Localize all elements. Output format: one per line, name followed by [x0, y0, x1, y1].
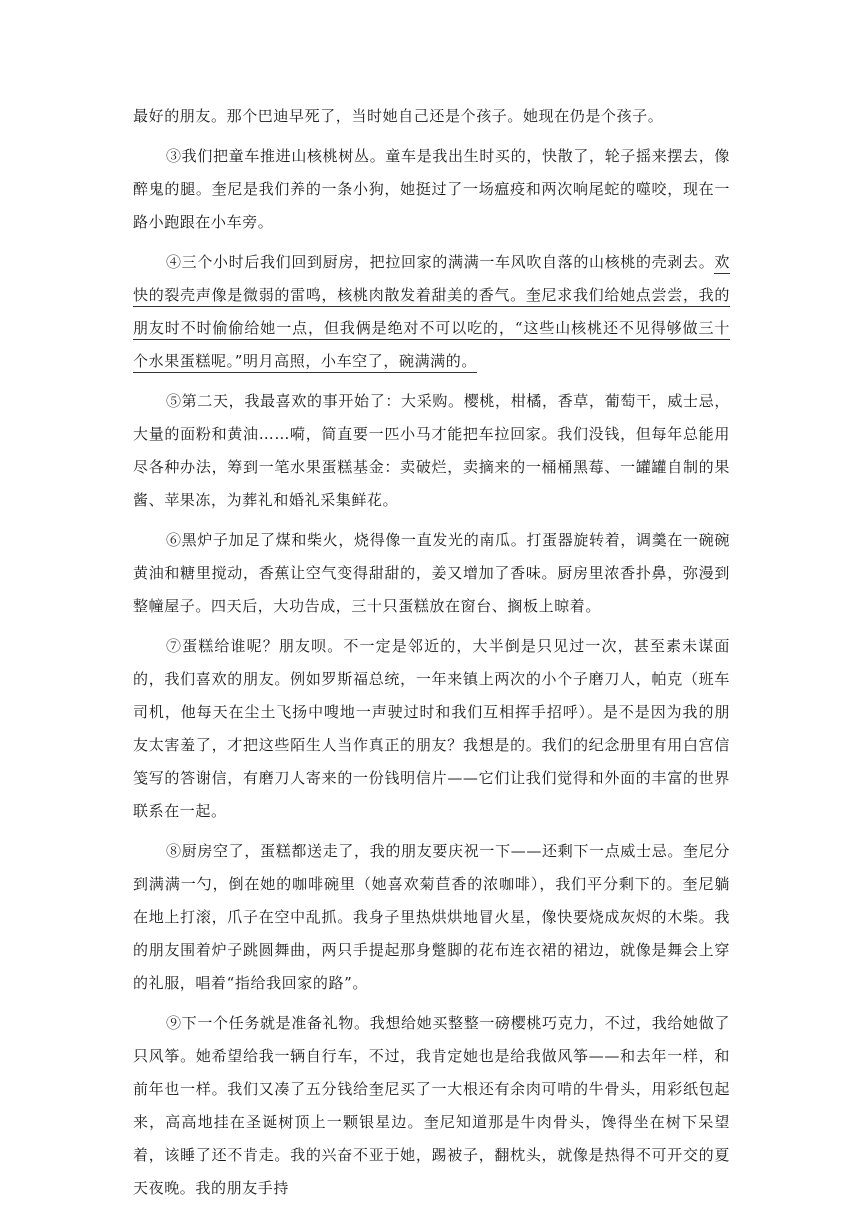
paragraph-7: ⑦蛋糕给谁呢？朋友呗。不一定是邻近的，大半倒是只见过一次，甚至素未谋面的，我们喜欢的朋友。例如罗斯福总统，一年来镇上两次的小个子磨刀人，帕克（班车司机，他每天在尘土飞扬中嗖地一声驶过时和我们互相挥手招呼）。是不是因为我的朋友太害羞了，才把这些陌生人当作真正的朋友？我想是的。我们的纪念册里有用白宫信笺写的答谢信，有磨刀人寄来的一份钱明信片——它们让我们觉得和外面的丰富的世界联系在一起。	[133, 637, 730, 820]
paragraph-9: ⑨下一个任务就是准备礼物。我想给她买整整一磅樱桃巧克力，不过，我给她做了只风筝。她希望给我一辆自行车，不过，我肯定她也是给我做风筝——和去年一样，和前年也一样。我们又凑了五分钱给奎尼买了一大根还有余肉可啃的牛骨头，用彩纸包起来，高高地挂在圣诞树顶上一颗银星边。奎尼知道那是牛肉骨头，馋得坐在树下呆望着，该睡了还不肯走。我的兴奋不亚于她，踢被子，翻枕头，就像是热得不可开交的夏天夜晚。我的朋友手持	[133, 1014, 730, 1197]
paragraph-continued: 最好的朋友。那个巴迪早死了，当时她自己还是个孩子。她现在仍是个孩子。	[133, 107, 664, 125]
paragraph-3: ③我们把童车推进山核桃树丛。童车是我出生时买的，快散了，轮子摇来摆去，像醉鬼的腿。奎尼是我们养的一条小狗，她挺过了一场瘟疫和两次响尾蛇的噬咬，现在一路小跑跟在小车旁。	[133, 147, 730, 231]
underlined-passage: 欢快的裂壳声像是微弱的雷鸣，核桃肉散发着甜美的香气。奎尼求我们给她点尝尝，我的朋友时不时偷偷给她一点，但我俩是绝对不可以吃的，“这些山核桃还不见得够做三十个水果蛋糕呢。”明月高照，小车空了，碗满满的。	[133, 253, 730, 373]
document-page	[133, 100, 730, 1212]
paragraph-6: ⑥黑炉子加足了煤和柴火，烧得像一直发光的南瓜。打蛋器旋转着，调羹在一碗碗黄油和糖里搅动，香蕉让空气变得甜甜的，姜又增加了香味。厨房里浓香扑鼻，弥漫到整幢屋子。四天后，大功告成，三十只蛋糕放在窗台、搁板上晾着。	[133, 531, 730, 615]
paragraph-8: ⑧厨房空了，蛋糕都送走了，我的朋友要庆祝一下——还剩下一点威士忌。奎尼分到满满一勺，倒在她的咖啡碗里（她喜欢菊苣香的浓咖啡），我们平分剩下的。奎尼躺在地上打滚，爪子在空中乱抓。我身子里热烘烘地冒火星，像快要烧成灰烬的木柴。我的朋友围着炉子跳圆舞曲，两只手提起那身蹩脚的花布连衣裙的裙边，就像是舞会上穿的礼服，唱着“指给我回家的路”。	[133, 842, 730, 992]
paragraph-4-lead: ④三个小时后我们回到厨房，把拉回家的满满一车风吹自落的山核桃的壳剥去。	[166, 253, 715, 271]
paragraph-4	[133, 246, 730, 378]
paragraph-5: ⑤第二天，我最喜欢的事开始了：大采购。樱桃，柑橘，香草，葡萄干，威士忌，大量的面粉和黄油……嗬，简直要一匹小马才能把车拉回家。我们没钱，但每年总能用尽各种办法，筹到一笔水果蛋糕基金：卖破烂，卖摘来的一桶桶黑莓、一罐罐自制的果酱、苹果冻，为葬礼和婚礼采集鲜花。	[133, 392, 730, 509]
